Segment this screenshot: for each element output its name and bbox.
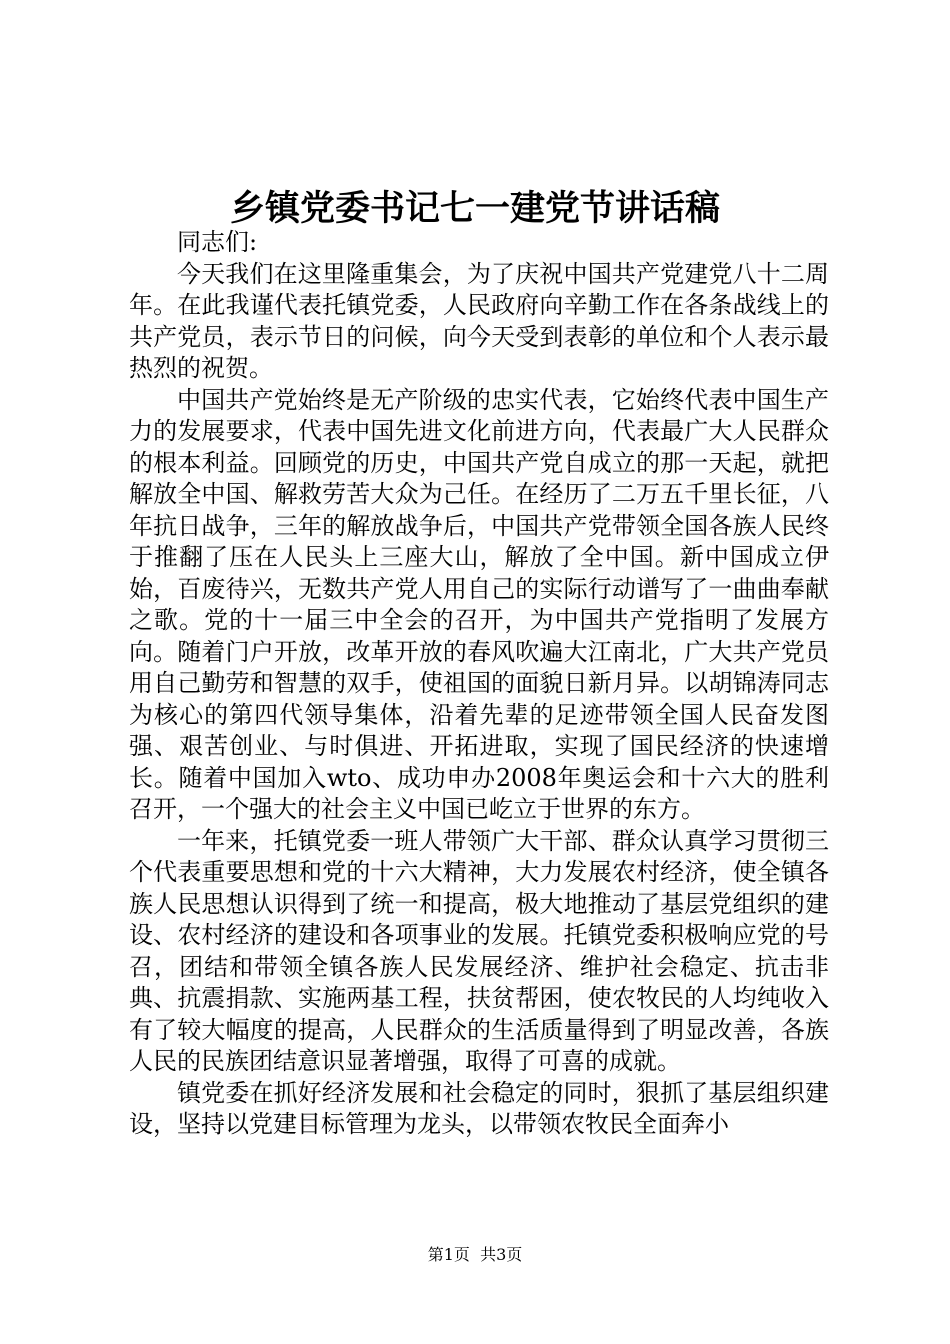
page-footer <box>0 1243 950 1267</box>
document-title: 乡镇党委书记七一建党节讲话稿 <box>229 188 720 229</box>
page-number: 第1页 <box>427 1245 470 1264</box>
footer-spacer <box>470 1245 480 1264</box>
document-body <box>129 227 829 1141</box>
page-total: 共3页 <box>480 1245 523 1264</box>
paragraph-1: 今天我们在这里隆重集会，为了庆祝中国共产党建党八十二周年。在此我谨代表托镇党委，人民政府向辛勤工作在各条战线上的共产党员，表示节日的问候，向今天受到表彰的单位和个人表示最热烈的祝贺。 <box>129 259 829 382</box>
paragraph-3: 一年来，托镇党委一班人带领广大干部、群众认真学习贯彻三个代表重要思想和党的十六大精神，大力发展农村经济，使全镇各族人民思想认识得到了统一和提高，极大地推动了基层党组织的建设、农村经济的建设和各项事业的发展。托镇党委积极响应党的号召，团结和带领全镇各族人民发展经济、维护社会稳定、抗击非典、抗震捐款、实施两基工程，扶贫帮困，使农牧民的人均纯收入有了较大幅度的提高，人民群众的生活质量得到了明显改善，各族人民的民族团结意识显著增强，取得了可喜的成就。 <box>129 826 829 1075</box>
paragraph-2: 中国共产党始终是无产阶级的忠实代表，它始终代表中国生产力的发展要求，代表中国先进文化前进方向，代表最广大人民群众的根本利益。回顾党的历史，中国共产党自成立的那一天起，就把解放全中国、解救劳苦大众为己任。在经历了二万五千里长征，八年抗日战争，三年的解放战争后，中国共产党带领全国各族人民终于推翻了压在人民头上三座大山，解放了全中国。新中国成立伊始，百废待兴，无数共产党人用自己的实际行动谱写了一曲曲奉献之歌。党的十一届三中全会的召开，为中国共产党指明了发展方向。随着门户开放，改革开放的春风吹遍大江南北，广大共产党员用自己勤劳和智慧的双手，使祖国的面貌日新月异。以胡锦涛同志为核心的第四代领导集体，沿着先辈的足迹带领全国人民奋发图强、艰苦创业、与时俱进、开拓进取，实现了国民经济的快速增长。随着中国加入wto、成功申办2008年奥运会和十六大的胜利召开，一个强大的社会主义中国已屹立于世界的东方。 <box>129 385 829 823</box>
paragraph-4: 镇党委在抓好经济发展和社会稳定的同时，狠抓了基层组织建设，坚持以党建目标管理为龙头，以带领农牧民全面奔小 <box>129 1078 829 1138</box>
salutation: 同志们: <box>177 228 258 256</box>
